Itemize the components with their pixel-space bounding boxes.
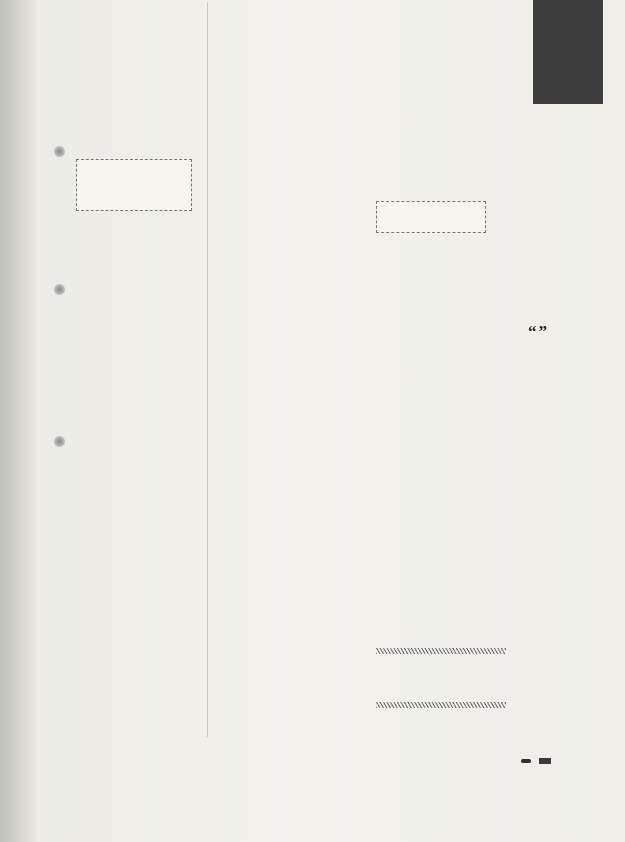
punch-hole	[54, 284, 65, 295]
wavy-divider	[376, 648, 506, 654]
punch-hole	[54, 436, 65, 447]
footer-section-badge	[521, 759, 531, 763]
column-left-body	[76, 210, 200, 730]
open-quote-icon: “	[528, 322, 537, 341]
column-right-top	[373, 2, 503, 192]
pull-quote	[528, 322, 610, 341]
subheading-box-realistic-volume	[76, 159, 192, 211]
wavy-divider	[376, 702, 506, 708]
column-divider	[207, 2, 208, 737]
close-quote-icon: ”	[538, 322, 548, 341]
binding-shadow	[0, 0, 38, 842]
column-middle	[217, 2, 343, 737]
section-tab	[533, 0, 603, 104]
page-footer	[521, 752, 551, 770]
subheading-box-differentiated-point-value	[376, 201, 486, 233]
column-right-body	[373, 238, 503, 638]
punch-hole	[54, 146, 65, 157]
page-number	[539, 758, 551, 764]
